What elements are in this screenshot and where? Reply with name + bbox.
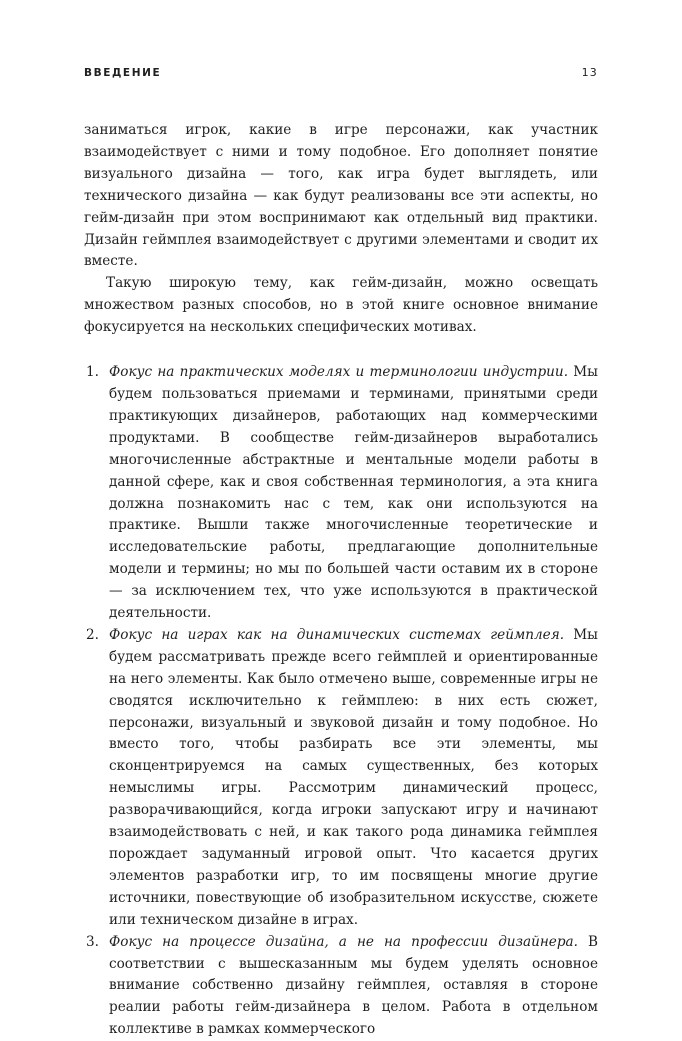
list-marker: 2. [86,626,99,643]
list-item-emphasis: Фокус на процессе дизайна, а не на профессии дизайнера. [109,933,578,950]
list-marker: 1. [86,364,99,381]
page-number: 13 [581,66,598,79]
list-item [84,362,598,625]
section-title: ВВЕДЕНИЕ [84,67,162,79]
list-item-text: Мы будем рассматривать прежде всего геймплей и ориентированные на него элементы. Как было отмечено выше, современные игры не сводятся исключительно к геймплею: в них есть сюжет, персонажи, визуальный и звуковой дизайн и тому подобное. Но вместо того, чтобы разбирать все эти элементы, мы сконцентрируемся на самых существенных, без которых немыслимы игры. Рассмотрим динамический процесс, разворачивающийся, когда игроки запускают игру и начинают взаимодействовать с ней, и как такого рода динамика геймплея порождает задуманный игровой опыт. Что касается других элементов разработки игр, то им посвящены многие другие источники, повествующие об изобразительном искусстве, сюжете или техническом дизайне в играх. [109,626,598,928]
list-item [84,932,598,1041]
paragraph: заниматься игрок, какие в игре персонажи, как участник взаимодействует с ними и тому подобное. Его дополняет понятие визуального дизайна — того, как игра будет выглядеть, или технического дизайна — как будут реализованы все эти аспекты, но гейм-дизайн при этом воспринимают как отдельный вид практики. Дизайн геймплея взаимодействует с другими элементами и сводит их вместе. [84,122,598,270]
list-marker: 3. [86,933,99,950]
paragraph: Такую широкую тему, как гейм-дизайн, можно освещать множеством разных способов, но в этой книге основное внимание фокусируется на нескольких специфических мотивах. [84,275,598,336]
list-item-text: В соответствии с вышесказанным мы будем уделять основное внимание собственно дизайну геймплея, оставляя в стороне реалии работы гейм-дизайнера в целом. Работа в отдельном коллективе в рамках коммерческого [109,933,599,1038]
list-item [84,625,598,932]
list-item-emphasis: Фокус на играх как на динамических системах геймплея. [109,626,565,643]
running-header [84,66,598,79]
numbered-list [84,362,598,1041]
list-item-text: Мы будем пользоваться приемами и терминами, принятыми среди практикующих дизайнеров, работающих над коммерческими продуктами. В сообществе гейм-дизайнеров выработались многочисленные абстрактные и ментальные модели работы в данной сфере, как и своя собственная терминология, а эта книга должна познакомить нас с тем, как они используются на практике. Вышли также многочисленные теоретические и исследовательские работы, предлагающие дополнительные модели и термины; но мы по большей части оставим их в стороне — за исключением тех, что уже используются в практической деятельности. [109,364,598,622]
page-body [84,120,598,1041]
list-item-emphasis: Фокус на практических моделях и терминологии индустрии. [109,364,569,381]
